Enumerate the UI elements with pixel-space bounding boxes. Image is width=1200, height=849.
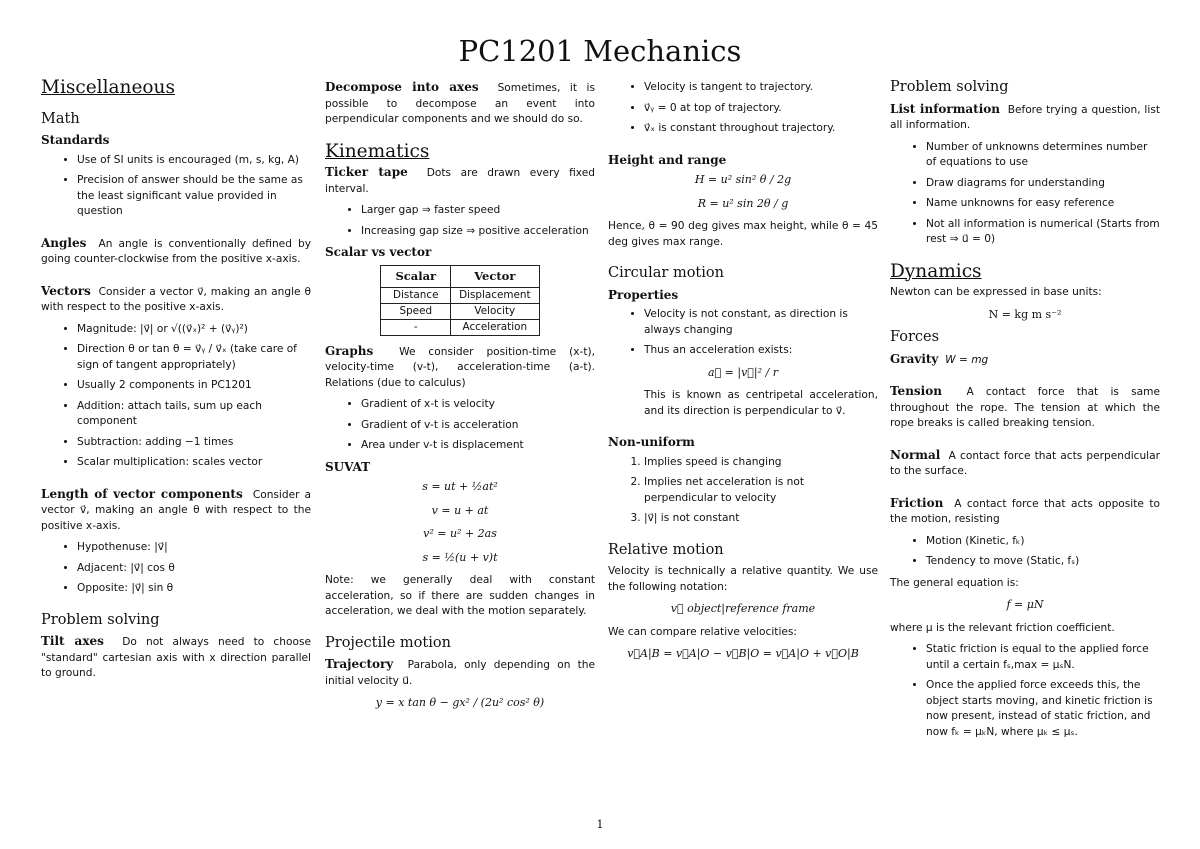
general-equation-text: The general equation is: [890,576,1019,589]
friction-paragraph [890,496,1160,528]
ticker-text: Dots are drawn every fixed interval. [325,167,595,195]
table-cell: - [381,319,451,335]
list-item: • Number of unknowns determines number of equations to use [926,140,1160,171]
gravity-paragraph [890,352,1160,369]
relative-text-2: We can compare relative velocities: [608,625,797,638]
newton-equation: N = kg m s⁻² [988,307,1062,321]
list-info-text: Before trying a question, list all information. [890,103,1160,131]
tilt-label: Tilt axes [41,634,104,648]
ticker-label: Ticker tape [325,165,408,179]
subsubsection-heading-standards: Standards [41,133,110,147]
length-text: Consider a vector v⃗, making an angle θ with respect to the positive x-axis. [41,488,311,532]
table-cell: Acceleration [451,319,539,335]
list-info-paragraph [890,102,1160,134]
vectors-text: Consider a vector v⃗, making an angle θ with respect to the positive x-axis. [41,285,311,313]
subsubsection-heading-scalar-vector: Scalar vs vector [325,245,432,259]
height-equation: H = u² sin² θ / 2g [694,173,792,186]
length-list [41,540,311,597]
list-item: • v⃗ᵧ = 0 at top of trajectory. [644,101,878,117]
table-row [381,319,539,335]
subsection-heading-forces: Forces [890,329,940,345]
tilt-paragraph [41,634,311,682]
non-uniform-list [608,455,878,527]
projectile-list [608,80,878,137]
list-item: • Motion (Kinetic, fₖ) [926,534,1160,550]
list-item: • Draw diagrams for understanding [926,176,1160,192]
normal-paragraph [890,448,1160,480]
column-3 [608,80,878,670]
table-cell: Distance [381,287,451,303]
gravity-text: W = mg [945,353,989,366]
list-item: • Usually 2 components in PC1201 [77,378,311,394]
subsubsection-heading-height-range: Height and range [608,152,727,167]
list-item: • Opposite: |v⃗| sin θ [77,581,311,597]
section-heading-dynamics: Dynamics [890,260,982,282]
table-row [381,303,539,319]
table-cell: Displacement [451,287,539,303]
list-item: 2. Implies net acceleration is not perpendicular to velocity [644,475,878,506]
angles-paragraph [41,236,311,268]
list-item: • Increasing gap size ⇒ positive acceleration [361,224,595,240]
list-item: • Magnitude: |v⃗| or √((v⃗ₓ)² + (v⃗ᵧ)²) [77,322,311,338]
list-info-label: List information [890,101,1001,116]
list-item: 1. Implies speed is changing [644,455,878,471]
section-heading-kinematics: Kinematics [325,140,430,162]
list-item: • v⃗ₓ is constant throughout trajectory. [644,121,878,137]
table-header: Vector [451,265,539,287]
list-item: • Once the applied force exceeds this, the object starts moving, and kinetic friction is now present, instead of static friction, and now fₖ = μₖN, where μₖ ≤ μₛ. [926,678,1160,740]
height-range-text: Hence, θ = 90 deg gives max height, while θ = 45 deg gives max range. [608,220,878,248]
decompose-label: Decompose into axes [325,80,479,94]
table-cell: Velocity [451,303,539,319]
list-item: • Hypothenuse: |v⃗| [77,540,311,556]
newton-text: Newton can be expressed in base units: [890,286,1102,298]
tension-label: Tension [890,384,942,398]
table-cell: Speed [381,303,451,319]
table-header-row [381,265,539,287]
graphs-text: We consider position-time (x-t), velocity-time (v-t), acceleration-time (a-t). Relations (due to calculus) [325,345,595,389]
list-item: • Larger gap ⇒ faster speed [361,203,595,219]
standards-list [41,153,311,220]
angles-text: An angle is conventionally defined by going counter-clockwise from the positive x-axis. [41,237,311,265]
list-item: 3. |v⃗| is not constant [644,511,878,527]
angles-label: Angles [41,235,87,250]
list-item: • Not all information is numerical (Starts from rest ⇒ u⃗ = 0) [926,217,1160,248]
suvat-equation: s = ½(u + v)t [422,550,498,564]
list-item: • Use of SI units is encouraged (m, s, kg, A) [77,153,311,169]
section-heading-miscellaneous: Miscellaneous [41,77,175,98]
properties-list [608,307,878,359]
static-friction-list [890,642,1160,740]
list-item: • Name unknowns for easy reference [926,196,1160,212]
friction-list [890,534,1160,570]
relative-notation: v⃗ object|reference frame [670,602,816,615]
ticker-paragraph [325,165,595,197]
scalar-vector-table [380,265,539,336]
subsubsection-heading-suvat: SUVAT [325,459,371,474]
relative-text: Velocity is technically a relative quantity. We use the following notation: [608,565,878,593]
suvat-note: Note: we generally deal with constant acceleration, so if there are sudden changes in acceleration, we deal with the motion separately. [325,574,595,617]
suvat-equation: v² = u² + 2as [423,527,497,540]
list-item: • Tendency to move (Static, fₛ) [926,554,1160,570]
list-item: • Scalar multiplication: scales vector [77,455,311,471]
subsection-heading-problem-solving-2: Problem solving [890,79,1009,95]
graphs-list [325,397,595,454]
list-item: • Direction θ or tan θ = v⃗ᵧ / v⃗ₓ (take care of sign of tangent appropriately) [77,342,311,373]
trajectory-label: Trajectory [325,657,394,671]
normal-label: Normal [890,447,941,462]
graphs-paragraph [325,344,595,392]
suvat-equation: s = ut + ½at² [422,480,498,493]
list-item: • Adjacent: |v⃗| cos θ [77,561,311,577]
length-label: Length of vector components [41,486,243,501]
list-item: • Gradient of x-t is velocity [361,397,595,413]
subsection-heading-projectile: Projectile motion [325,634,451,651]
list-item: • Addition: attach tails, sum up each component [77,399,311,430]
friction-text: A contact force that acts opposite to the motion, resisting [890,497,1160,525]
trajectory-text: Parabola, only depending on the initial velocity u⃗. [325,659,595,687]
suvat-equation: v = u + at [431,503,489,517]
tension-paragraph [890,384,1160,432]
list-item: • Thus an acceleration exists: [644,343,878,359]
length-paragraph [41,487,311,535]
range-equation: R = u² sin 2θ / g [697,196,789,210]
ticker-list [325,203,595,239]
vectors-label: Vectors [41,283,91,298]
trajectory-paragraph [325,657,595,689]
table-row [381,287,539,303]
column-4 [890,80,1160,746]
column-1 [41,77,311,688]
relative-equation: v⃗A|B = v⃗A|O − v⃗B|O = v⃗A|O + v⃗O|B [627,647,859,660]
subsubsection-heading-properties: Properties [608,287,679,302]
friction-label: Friction [890,495,944,510]
tension-text: A contact force that is same throughout the rope. The tension at which the rope breaks is called breaking tension. [890,386,1160,429]
decompose-paragraph [325,80,595,128]
page-number: 1 [596,818,604,831]
centripetal-equation: a꜀ = |v⃗|² / r [708,365,778,379]
list-item: • Velocity is tangent to trajectory. [644,80,878,96]
list-item: • Gradient of v-t is acceleration [361,418,595,434]
list-item: • Subtraction: adding −1 times [77,435,311,451]
subsection-heading-circular-motion: Circular motion [608,265,724,281]
decompose-text: Sometimes, it is possible to decompose an event into perpendicular components and we should do so. [325,82,595,125]
subsection-heading-problem-solving: Problem solving [41,611,160,628]
subsection-heading-relative-motion: Relative motion [608,541,724,558]
graphs-label: Graphs [325,343,374,358]
list-item: • Velocity is not constant, as direction is always changing [644,307,878,338]
tilt-text: Do not always need to choose "standard" cartesian axis with x direction parallel to ground. [41,636,311,679]
gravity-label: Gravity [890,351,939,366]
list-item: • Area under v-t is displacement [361,438,595,454]
page-title: PC1201 Mechanics [458,34,742,68]
normal-text: A contact force that acts perpendicular to the surface. [890,449,1160,477]
column-2 [325,80,595,719]
vectors-paragraph [41,284,311,316]
table-header: Scalar [381,265,451,287]
list-item: • Precision of answer should be the same as the least significant value provided in question [77,173,311,220]
vectors-list [41,322,311,471]
list-item: • Static friction is equal to the applied force until a certain fₛ,max = μₛN. [926,642,1160,673]
mu-text: where μ is the relevant friction coefficient. [890,621,1115,634]
trajectory-equation: y = x tan θ − gx² / (2u² cos² θ) [375,696,545,709]
centripetal-text: This is known as centripetal acceleration, and its direction is perpendicular to v⃗. [644,389,878,417]
subsection-heading-math: Math [41,110,80,127]
list-info-list [890,140,1160,248]
friction-equation: f = μN [1006,598,1044,611]
subsubsection-heading-non-uniform: Non-uniform [608,435,695,449]
